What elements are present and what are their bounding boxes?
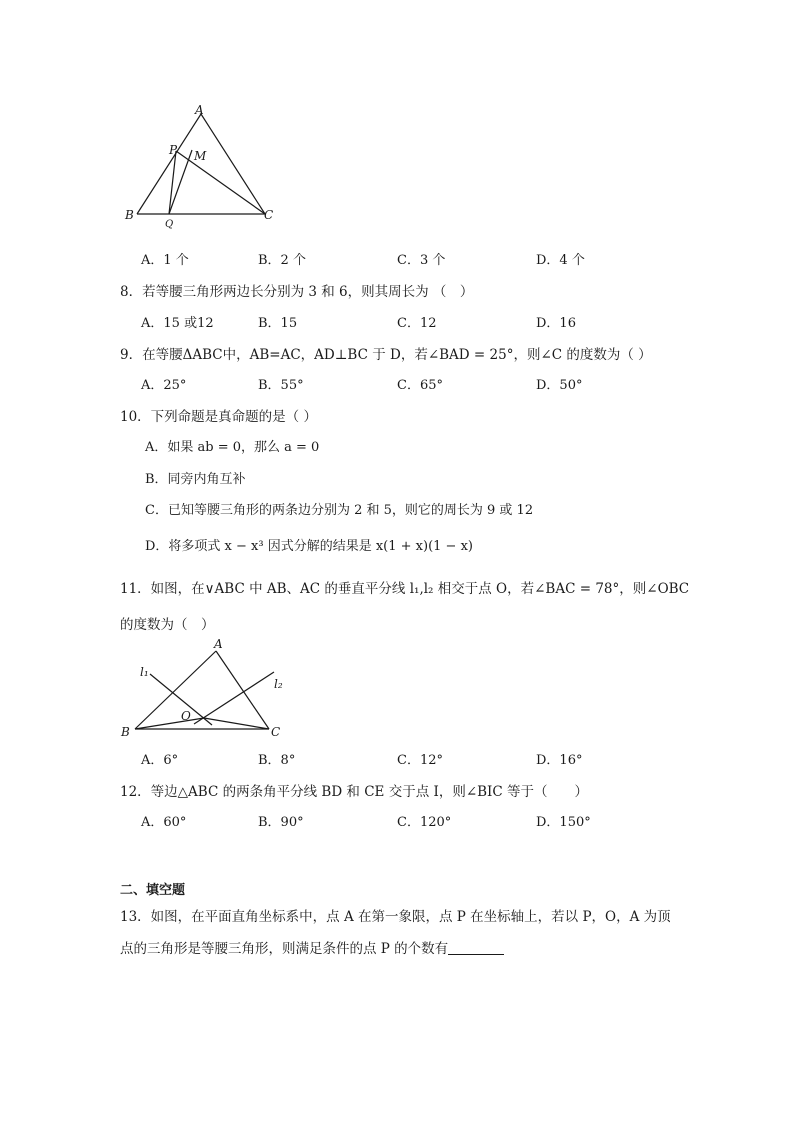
q8-option-c[interactable]: C．12 — [397, 316, 437, 331]
q7-option-b[interactable]: B．2 个 — [258, 253, 306, 268]
q10-option-d[interactable]: D．将多项式 x − x³ 因式分解的结果是 x(1 + x)(1 − x) — [145, 539, 473, 554]
q11-stem-line2: 的度数为（ ） — [120, 617, 215, 633]
q12-option-c[interactable]: C．120° — [397, 815, 452, 830]
q11-option-b[interactable]: B．8° — [258, 753, 296, 768]
q10-option-b[interactable]: B．同旁内角互补 — [145, 472, 246, 487]
q10-stem: 10．下列命题是真命题的是（ ） — [120, 409, 317, 425]
label-B: B — [125, 208, 134, 222]
q11-option-c[interactable]: C．12° — [397, 753, 443, 768]
q8-option-d[interactable]: D．16 — [536, 316, 576, 331]
q8-option-a[interactable]: A．15 或12 — [141, 316, 214, 331]
q8-option-b[interactable]: B．15 — [258, 316, 298, 331]
q13-stem-line2 — [120, 937, 504, 957]
label-O: O — [181, 709, 191, 723]
label-C: C — [264, 208, 274, 222]
q13-answer-blank[interactable] — [448, 941, 504, 955]
q9-option-d[interactable]: D．50° — [536, 378, 583, 393]
label-Q: Q — [165, 219, 174, 230]
q10-option-c[interactable]: C．已知等腰三角形的两条边分别为 2 和 5，则它的周长为 9 或 12 — [145, 503, 534, 518]
label-C: C — [271, 725, 281, 739]
figure-q7-triangle — [120, 100, 280, 230]
q9-option-b[interactable]: B．55° — [258, 378, 304, 393]
q12-option-d[interactable]: D．150° — [536, 815, 591, 830]
q8-stem: 8．若等腰三角形两边长分别为 3 和 6，则其周长为 （ ） — [120, 284, 474, 300]
q11-option-d[interactable]: D．16° — [536, 753, 583, 768]
q12-stem: 12．等边△ABC 的两条角平分线 BD 和 CE 交于点 I，则∠BIC 等于（ ） — [120, 784, 589, 800]
q13-stem-line2-text: 点的三角形是等腰三角形，则满足条件的点 P 的个数有 — [120, 941, 449, 957]
q11-option-a[interactable]: A．6° — [141, 753, 179, 768]
q10-option-a[interactable]: A．如果 ab = 0，那么 a = 0 — [145, 440, 320, 455]
q7-option-d[interactable]: D．4 个 — [536, 253, 585, 268]
label-A: A — [195, 103, 204, 117]
q9-option-c[interactable]: C．65° — [397, 378, 443, 393]
q11-stem-line1: 11．如图，在∨ABC 中 AB、AC 的垂直平分线 l₁,l₂ 相交于点 O，若∠BAC = 78°，则∠OBC — [120, 581, 690, 597]
section-title-fill-in: 二、填空题 — [120, 883, 186, 898]
q12-option-a[interactable]: A．60° — [141, 815, 187, 830]
label-l1: l₁ — [140, 665, 149, 679]
q12-option-b[interactable]: B．90° — [258, 815, 304, 830]
q9-stem: 9．在等腰ΔABC中，AB=AC，AD⊥BC 于 D，若∠BAD = 25°，则∠C 的度数为（ ） — [120, 347, 652, 363]
label-M: M — [194, 149, 207, 163]
q7-option-c[interactable]: C．3 个 — [397, 253, 446, 268]
q13-stem-line1: 13．如图，在平面直角坐标系中，点 A 在第一象限，点 P 在坐标轴上，若以 P，O，A 为顶 — [120, 909, 671, 925]
q7-option-a[interactable]: A．1 个 — [141, 253, 189, 268]
label-A: A — [214, 637, 223, 651]
label-B: B — [121, 725, 130, 739]
label-l2: l₂ — [274, 677, 283, 691]
q9-option-a[interactable]: A．25° — [141, 378, 187, 393]
label-P: P — [169, 143, 178, 157]
figure-q11-triangle — [118, 636, 298, 744]
